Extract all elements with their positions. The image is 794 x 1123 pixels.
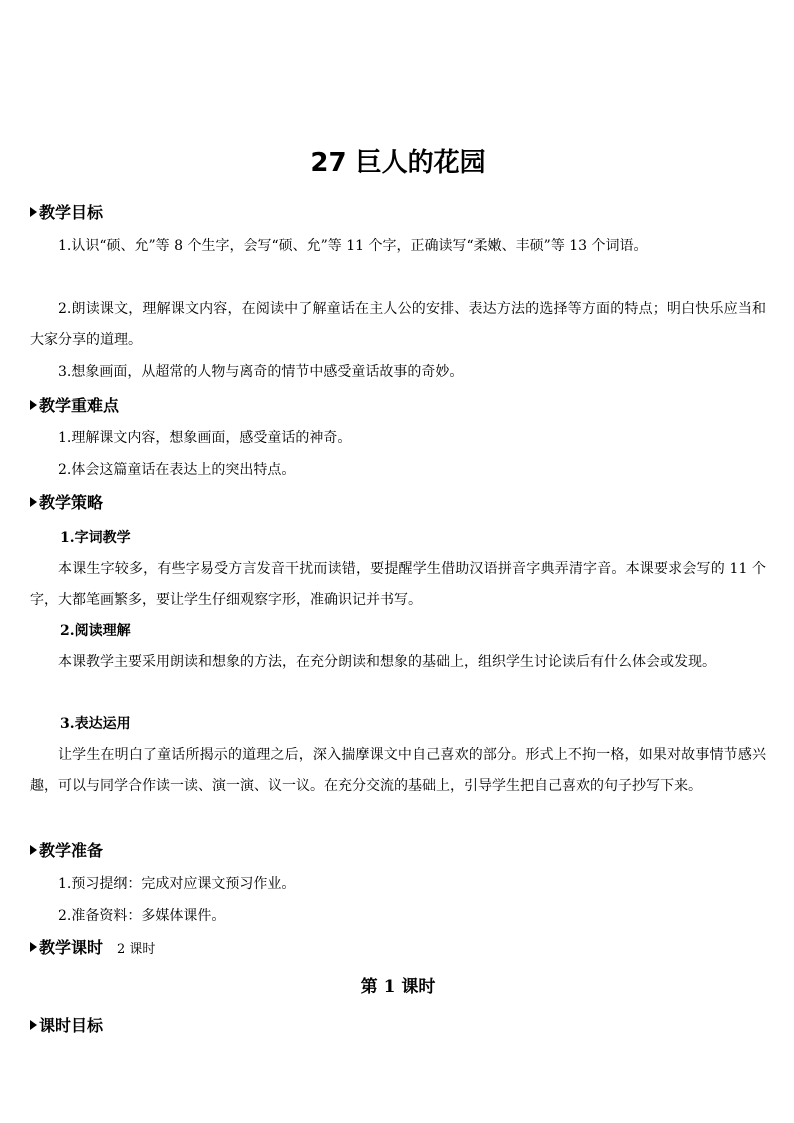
strategy-text-2: 本课教学主要采用朗读和想象的方法，在充分朗读和想象的基础上，组织学生讨论读后有什么体会或发现。: [58, 654, 716, 670]
triangle-bullet-icon: [30, 942, 37, 952]
goal-item-3: 3.想象画面，从超常的人物与离奇的情节中感受童话故事的奇妙。: [58, 364, 464, 380]
section-heading-hours: 教学课时 2 课时: [30, 937, 155, 961]
triangle-bullet-icon: [30, 497, 37, 507]
triangle-bullet-icon: [30, 207, 37, 217]
goal-item-2: 2.朗读课文，理解课文内容，在阅读中了解童话在主人公的安排、表达方法的选择等方面的特点；明白快乐应当和大家分享的道理。: [30, 301, 766, 348]
preparation-item-2: 2.准备资料：多媒体课件。: [58, 908, 226, 924]
hours-value: 2 课时: [117, 942, 156, 957]
section-heading-lesson-goals: 课时目标: [30, 1015, 103, 1037]
preparation-item-1: 1.预习提纲：完成对应课文预习作业。: [58, 876, 296, 892]
lesson-title: 第 1 课时: [360, 977, 436, 997]
triangle-bullet-icon: [30, 845, 37, 855]
strategy-text-3: 让学生在明白了童话所揭示的道理之后，深入揣摩课文中自己喜欢的部分。形式上不拘一格，如果对故事情节感兴趣，可以与同学合作读一读、演一演、议一议。在充分交流的基础上，引导学生把自己喜欢的句子抄写下来。: [30, 747, 766, 794]
strategy-subtitle-2: 2.阅读理解: [60, 623, 131, 639]
document-title: 27 巨人的花园: [310, 148, 486, 178]
section-heading-preparation: 教学准备: [30, 840, 103, 862]
strategy-subtitle-3: 3.表达运用: [60, 716, 131, 732]
strategy-subtitle-1: 1.字词教学: [60, 530, 131, 546]
key-point-item-2: 2.体会这篇童话在表达上的突出特点。: [58, 462, 296, 478]
key-point-item-1: 1.理解课文内容，想象画面，感受童话的神奇。: [58, 430, 352, 446]
goal-item-1: 1.认识“硕、允”等 8 个生字，会写“硕、允”等 11 个字，正确读写“柔嫩、丰硕”等 13 个词语。: [58, 238, 648, 254]
section-heading-goals: 教学目标: [30, 202, 103, 224]
section-heading-key-points: 教学重难点: [30, 395, 119, 417]
strategy-text-1: 本课生字较多，有些字易受方言发音干扰而读错，要提醒学生借助汉语拼音字典弄清字音。本课要求会写的 11 个字，大都笔画繁多，要让学生仔细观察字形，准确识记并书写。: [30, 561, 766, 608]
triangle-bullet-icon: [30, 1020, 37, 1030]
section-heading-strategy: 教学策略: [30, 492, 103, 514]
triangle-bullet-icon: [30, 400, 37, 410]
